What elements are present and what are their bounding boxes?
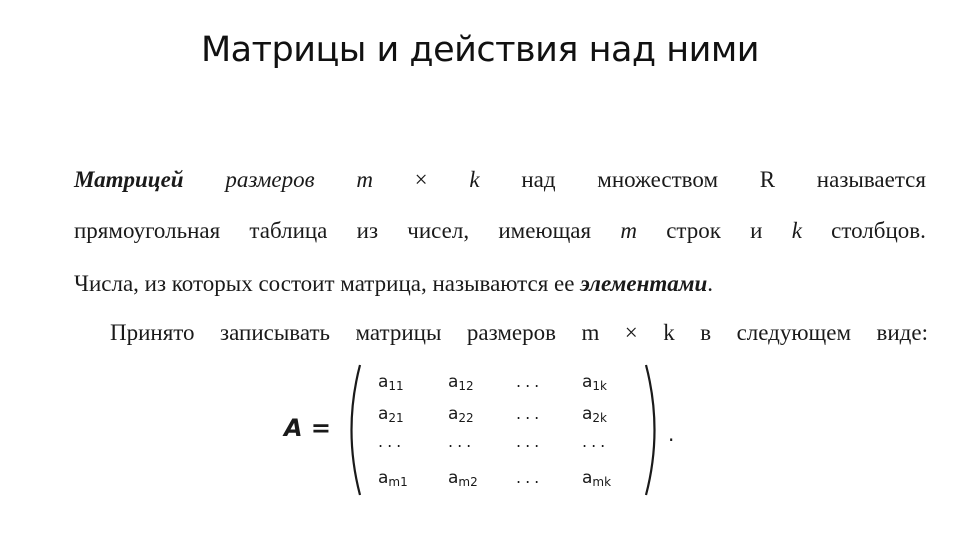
word: имеющая: [498, 218, 592, 243]
var-m: m: [620, 218, 637, 243]
word: столбцов.: [831, 218, 926, 243]
matrix-dots: ...: [516, 372, 544, 391]
word: прямоугольная: [74, 218, 221, 243]
matrix-dots: ...: [448, 432, 476, 451]
left-parenthesis: [340, 362, 364, 498]
matrix-element: $a_{22}$: [448, 404, 474, 425]
matrix-element: $a_{11}$: [378, 372, 404, 393]
word: таблица: [249, 218, 328, 243]
line-text: Числа, из которых состоит матрица, называются ее: [74, 271, 581, 296]
matrix-formula: [280, 362, 700, 502]
matrix-element: $a_{2k}$: [582, 404, 608, 425]
var-k: k: [663, 320, 675, 345]
word: виде:: [876, 320, 928, 345]
term-elements: элементами: [580, 271, 708, 296]
word: записывать: [220, 320, 331, 345]
word: над: [521, 167, 556, 192]
matrix-element: $a_{1k}$: [582, 372, 608, 393]
term-matrix: Матрицей: [74, 167, 184, 192]
matrix-dots: ...: [582, 432, 610, 451]
notation-line: [110, 319, 928, 346]
matrix-dots: ...: [516, 404, 544, 423]
var-k: k: [469, 167, 480, 192]
matrix-element: $a_{mk}$: [582, 468, 612, 489]
word: называется: [816, 167, 926, 192]
matrix-dots: ...: [516, 468, 544, 487]
var-k: k: [791, 218, 802, 243]
matrix-lhs: A =: [284, 414, 332, 442]
matrix-element: $a_{m1}$: [378, 468, 408, 489]
word: размеров: [225, 167, 315, 192]
formula-period: .: [668, 422, 675, 446]
word: в: [700, 320, 712, 345]
times-sign: ×: [624, 320, 638, 345]
var-m: m: [356, 167, 373, 192]
word: Принято: [110, 320, 195, 345]
word: чисел,: [407, 218, 470, 243]
definition-line-3: [74, 270, 926, 297]
word: из: [356, 218, 379, 243]
word: следующем: [736, 320, 852, 345]
var-m: m: [581, 320, 600, 345]
word: матрицы: [355, 320, 442, 345]
word: и: [750, 218, 763, 243]
definition-line-2: [74, 217, 926, 244]
matrix-element: $a_{m2}$: [448, 468, 478, 489]
word: размеров: [466, 320, 556, 345]
right-parenthesis: [642, 362, 666, 498]
word: строк: [666, 218, 721, 243]
line-end: .: [707, 271, 714, 296]
matrix-element: $a_{12}$: [448, 372, 474, 393]
set-r: R: [759, 167, 776, 192]
matrix-element: $a_{21}$: [378, 404, 404, 425]
times-sign: ×: [414, 167, 428, 192]
matrix-dots: ...: [516, 432, 544, 451]
slide-title: Матрицы и действия над ними: [200, 30, 760, 70]
word: множеством: [597, 167, 719, 192]
definition-line-1: [74, 166, 926, 193]
matrix-dots: ...: [378, 432, 406, 451]
